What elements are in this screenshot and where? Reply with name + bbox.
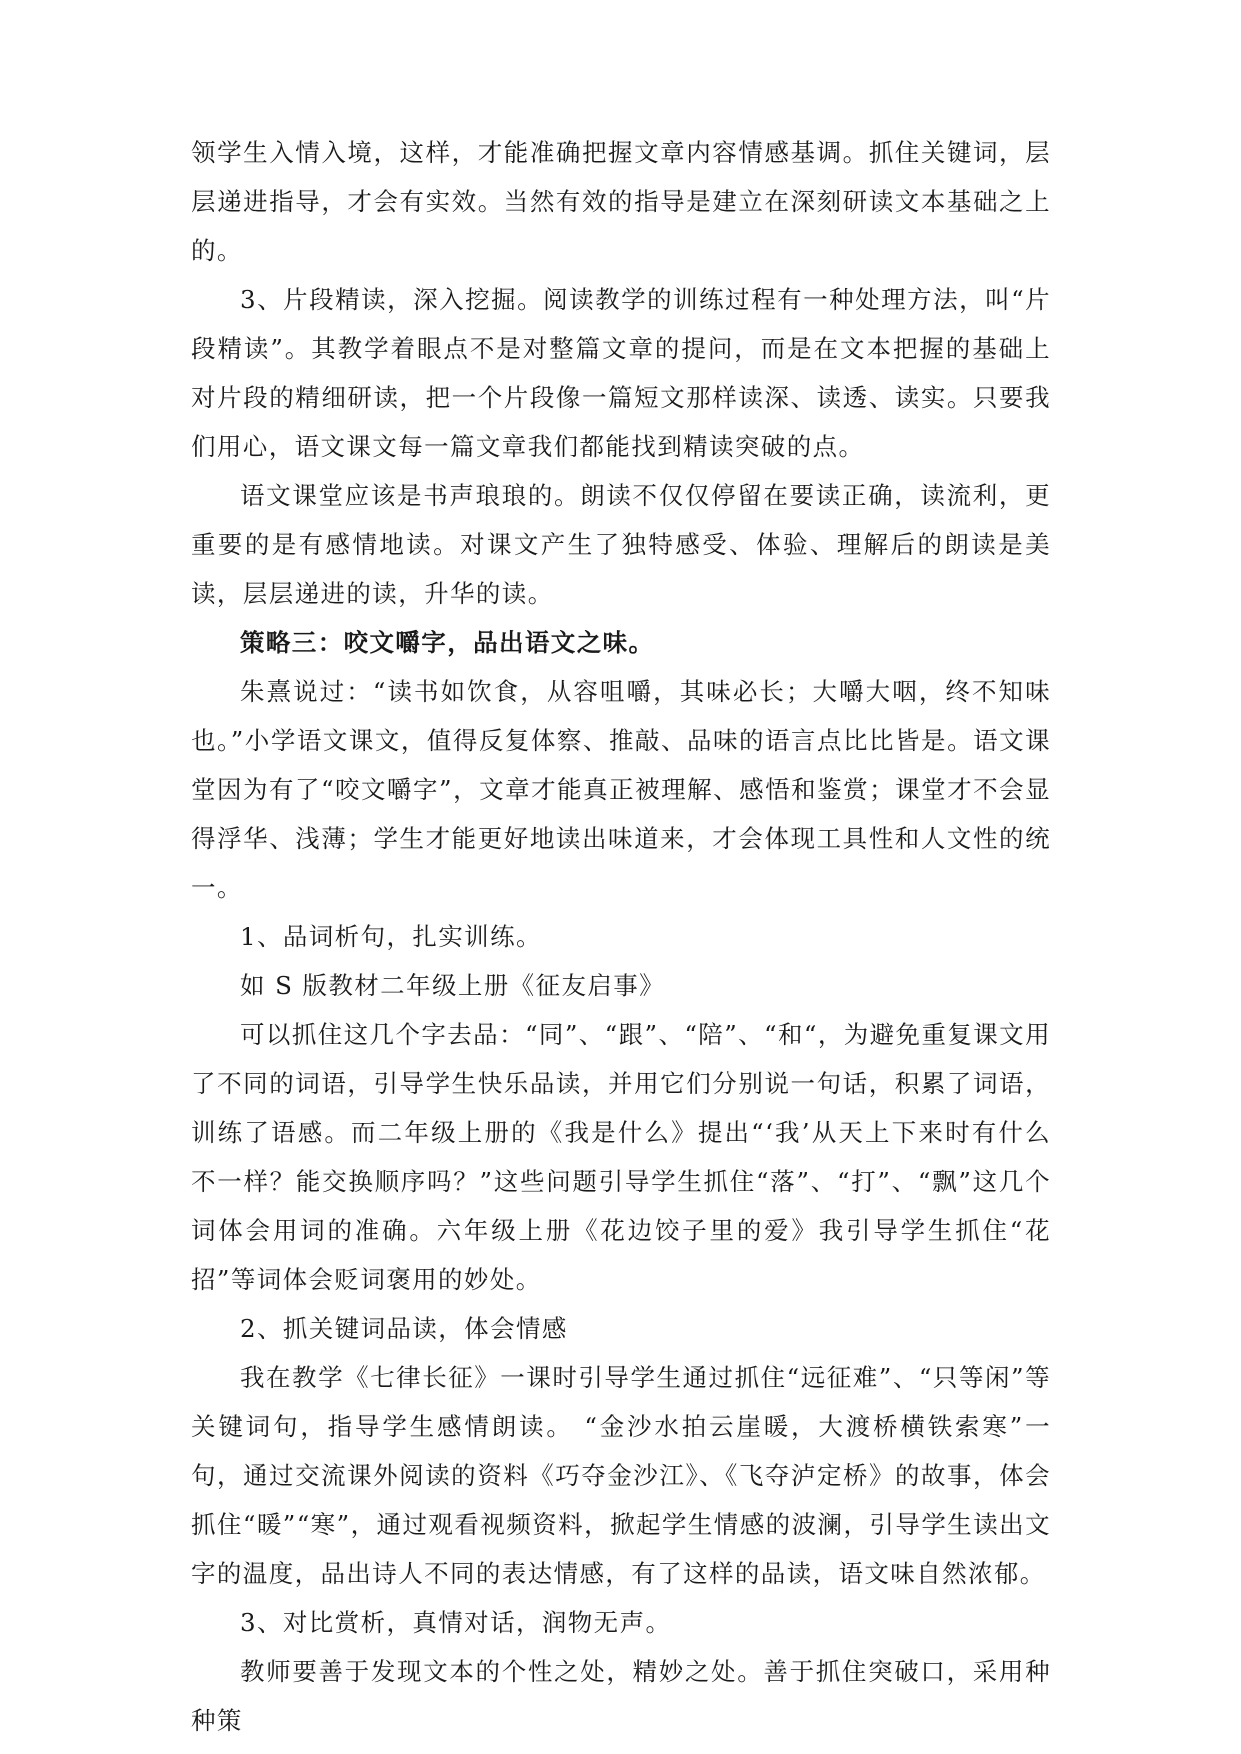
paragraph-teacher-strategy: 教师要善于发现文本的个性之处，精妙之处。善于抓住突破口，采用种种策 (191, 1657, 1051, 1735)
paragraph-continuation: 领学生入情入境，这样，才能准确把握文章内容情感基调。抓住关键词，层层递进指导，才会有实效。当然有效的指导是建立在深刻研读文本基础之上的。 (191, 138, 1051, 265)
paragraph-word-tasting: 可以抓住这几个字去品：“同”、“跟”、“陪”、“和“，为避免重复课文用了不同的词语，引导学生快乐品读，并用它们分别说一句话，积累了词语，训练了语感。而二年级上册的《我是什么》提出“‘我’从天上下来时有什么不一样？能交换顺序吗？”这些问题引导学生抓住“落”、“打”、“飘”这几个词体会用词的准确。六年级上册《花边饺子里的爱》我引导学生抓住“花招”等词体会贬词褒用的妙处。 (191, 1020, 1051, 1294)
section-heading-strategy-three: 策略三：咬文嚼字，品出语文之味。 (240, 628, 655, 657)
paragraph-long-march: 我在教学《七律长征》一课时引导学生通过抓住“远征难”、“只等闲”等关键词句，指导学生感情朗读。 “金沙水拍云崖暖，大渡桥横铁索寒”一句，通过交流课外阅读的资料《巧夺金沙江》、《飞夺泸定桥》的故事，体会抓住“暖”“寒”，通过观看视频资料，掀起学生情感的波澜，引导学生读出文字的温度，品出诗人不同的表达情感，有了这样的品读，语文味自然浓郁。 (191, 1363, 1051, 1588)
paragraph-reading-aloud: 语文课堂应该是书声琅琅的。朗读不仅仅停留在要读正确，读流利，更重要的是有感情地读。对课文产生了独特感受、体验、理解后的朗读是美读，层层递进的读，升华的读。 (191, 481, 1051, 608)
paragraph-zhu-xi-quote: 朱熹说过：“读书如饮食，从容咀嚼，其味必长；大嚼大咽，终不知味也。”小学语文课文，值得反复体察、推敲、品味的语言点比比皆是。语文课堂因为有了“咬文嚼字”，文章才能真正被理解、感悟和鉴赏；课堂才不会显得浮华、浅薄；学生才能更好地读出味道来，才会体现工具性和人文性的统一。 (191, 677, 1051, 902)
subheading-word-analysis: 1、品词析句，扎实训练。 (240, 922, 542, 951)
subheading-keywords: 2、抓关键词品读，体会情感 (240, 1314, 568, 1343)
paragraph-segment-reading: 3、片段精读，深入挖掘。阅读教学的训练过程有一种处理方法，叫“片段精读”。其教学着眼点不是对整篇文章的提问，而是在文本把握的基础上对片段的精细研读，把一个片段像一篇短文那样读深、读透、读实。只要我们用心，语文课文每一篇文章我们都能找到精读突破的点。 (191, 285, 1051, 461)
subheading-contrast: 3、对比赏析，真情对话，润物无声。 (240, 1608, 672, 1637)
paragraph-textbook-example: 如 S 版教材二年级上册《征友启事》 (240, 971, 666, 1000)
document-page (191, 128, 1051, 1745)
